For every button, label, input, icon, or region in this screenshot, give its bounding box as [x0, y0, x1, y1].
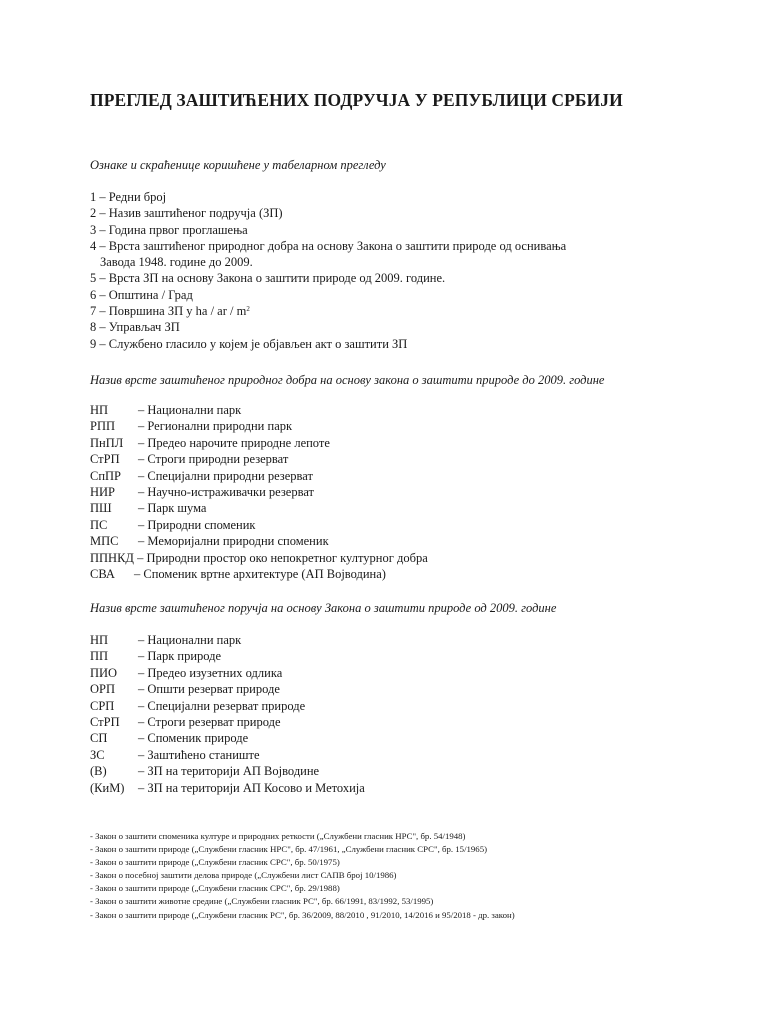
legend-item: 1 – Редни број	[90, 190, 167, 204]
abbr-row	[90, 533, 428, 549]
abbr-definition: – Споменик природе	[138, 731, 249, 746]
abbr-definition: – Природни простор око непокретног културног добра	[137, 550, 428, 565]
legend-item-area	[90, 303, 566, 319]
law-item: - Закон о заштити споменика културе и природних реткости („Службени гласник НРС", бр. 54/1948)	[90, 831, 466, 841]
abbr-code: СтРП	[90, 452, 120, 467]
abbr-row	[90, 763, 365, 779]
abbr-definition: – ЗП на територији АП Војводине	[138, 764, 320, 779]
law-item: - Закон о заштити природе („Службени гласник СРС", бр. 29/1988)	[90, 883, 340, 894]
abbr-row	[90, 698, 365, 714]
new-types-heading: Назив врсте заштићеног поручја на основу Закона о заштити природе од 2009. године	[90, 601, 557, 615]
abbr-row	[90, 451, 428, 467]
abbr-row	[90, 435, 428, 451]
law-item: - Закон о заштити животне средине („Службени гласник РС", бр. 66/1991, 83/1992, 53/1995)	[90, 896, 434, 907]
abbr-definition: – Парк природе	[138, 649, 222, 664]
law-item: - Закон о заштити природе („Службени гласник СРС", бр. 50/1975)	[90, 857, 340, 868]
abbr-code: ПИО	[90, 665, 118, 680]
old-types-heading: Назив врсте заштићеног природног добра на основу закона о заштити природе до 2009. године	[90, 373, 605, 387]
abbr-code: ПнПЛ	[90, 435, 124, 450]
abbr-code: РПП	[90, 419, 116, 434]
abbr-code: (В)	[90, 764, 107, 779]
abbr-code: МПС	[90, 534, 119, 549]
abbr-definition: – Предео изузетних одлика	[138, 665, 283, 680]
abbr-row	[90, 517, 428, 533]
abbr-code: ЗС	[90, 747, 105, 762]
abbr-definition: – Регионални природни парк	[138, 419, 293, 434]
abbr-row	[90, 648, 365, 664]
old-types-list	[90, 402, 428, 582]
abbr-row	[90, 747, 365, 763]
abbr-code: СП	[90, 731, 108, 746]
law-item: - Закон о заштити природе („Службени гласник НРС", бр. 47/1961, „Службени гласник СРС", бр. 15/1965)	[90, 844, 488, 855]
law-item: - Закон о заштити природе („Службени гласник РС", бр. 36/2009, 88/2010 , 91/2010, 14/2016 и 95/2018 - др. закон)	[90, 909, 515, 920]
abbr-row	[90, 550, 428, 566]
abbr-definition: – Општи резерват природе	[138, 682, 280, 697]
abbr-row	[90, 402, 428, 418]
abbr-row	[90, 714, 365, 730]
abbr-definition: – Строги резерват природе	[138, 715, 281, 730]
abbr-definition: – Споменик вртне архитектуре (АП Војводина)	[134, 567, 386, 582]
abbr-definition: – Меморијални природни споменик	[138, 534, 329, 549]
abbr-code: ОРП	[90, 682, 116, 697]
laws-list	[90, 830, 515, 922]
abbr-code: НИР	[90, 485, 116, 500]
legend-item-area-text: 7 – Површина ЗП у ha / ar / m	[90, 304, 247, 319]
abbr-definition: – Научно-истраживачки резерват	[138, 485, 315, 500]
abbr-row	[90, 665, 365, 681]
abbr-row	[90, 484, 428, 500]
abbr-code: ПП	[90, 649, 109, 664]
abbr-definition: – Специјални резерват природе	[138, 698, 306, 713]
legend-item: 2 – Назив заштићеног подручја (ЗП)	[90, 206, 283, 221]
abbr-definition: – Парк шума	[138, 501, 207, 516]
abbr-row	[90, 730, 365, 746]
abbr-code: (КиМ)	[90, 780, 125, 795]
abbr-definition: – ЗП на територији АП Косово и Метохија	[138, 780, 365, 795]
abbr-definition: – Строги природни резерват	[138, 452, 289, 467]
abbr-code: НП	[90, 403, 109, 417]
abbr-definition: – Природни споменик	[138, 517, 256, 532]
abbr-code: ПС	[90, 517, 108, 532]
column-legend	[90, 189, 566, 352]
legend-item-continuation: Завода 1948. године до 2009.	[100, 255, 253, 270]
legend-item: 4 – Врста заштићеног природног добра на основу Закона о заштити природе од оснивања	[90, 238, 567, 253]
abbr-definition: – Предео нарочите природне лепоте	[138, 435, 330, 450]
legend-item: 6 – Општина / Град	[90, 287, 193, 302]
abbr-row	[90, 500, 428, 516]
legend-heading: Ознаке и скраћенице коришћене у табеларном прегледу	[90, 158, 386, 172]
abbr-row	[90, 468, 428, 484]
abbr-definition: – Заштићено станиште	[138, 747, 260, 762]
new-types-list	[90, 632, 365, 796]
legend-item: 5 – Врста ЗП на основу Закона о заштити природе од 2009. године.	[90, 271, 446, 286]
abbr-code: ПШ	[90, 501, 112, 516]
page-title: ПРЕГЛЕД ЗАШТИЋЕНИХ ПОДРУЧЈА У РЕПУБЛИЦИ СРБИЈИ	[90, 90, 623, 110]
abbr-row	[90, 566, 428, 582]
abbr-definition: – Специјални природни резерват	[138, 468, 313, 483]
abbr-row	[90, 632, 365, 648]
area-superscript: 2	[246, 305, 250, 314]
abbr-code: ППНКД	[90, 550, 134, 565]
abbr-definition: – Национални парк	[138, 403, 242, 417]
law-item: - Закон о посебној заштити делова природе („Службени лист САПВ број 10/1986)	[90, 870, 397, 881]
legend-item: 3 – Година првог проглашења	[90, 222, 248, 237]
abbr-code: СВА	[90, 567, 115, 582]
abbr-row	[90, 681, 365, 697]
abbr-definition: – Национални парк	[138, 633, 242, 647]
abbr-row	[90, 780, 365, 796]
abbr-row	[90, 418, 428, 434]
abbr-code: СтРП	[90, 715, 120, 730]
legend-item: 9 – Службено гласило у којем је објављен акт о заштити ЗП	[90, 336, 408, 351]
abbr-code: СРП	[90, 698, 115, 713]
abbr-code: НП	[90, 633, 109, 647]
legend-item: 8 – Управљач ЗП	[90, 320, 180, 335]
abbr-code: СпПР	[90, 468, 122, 483]
